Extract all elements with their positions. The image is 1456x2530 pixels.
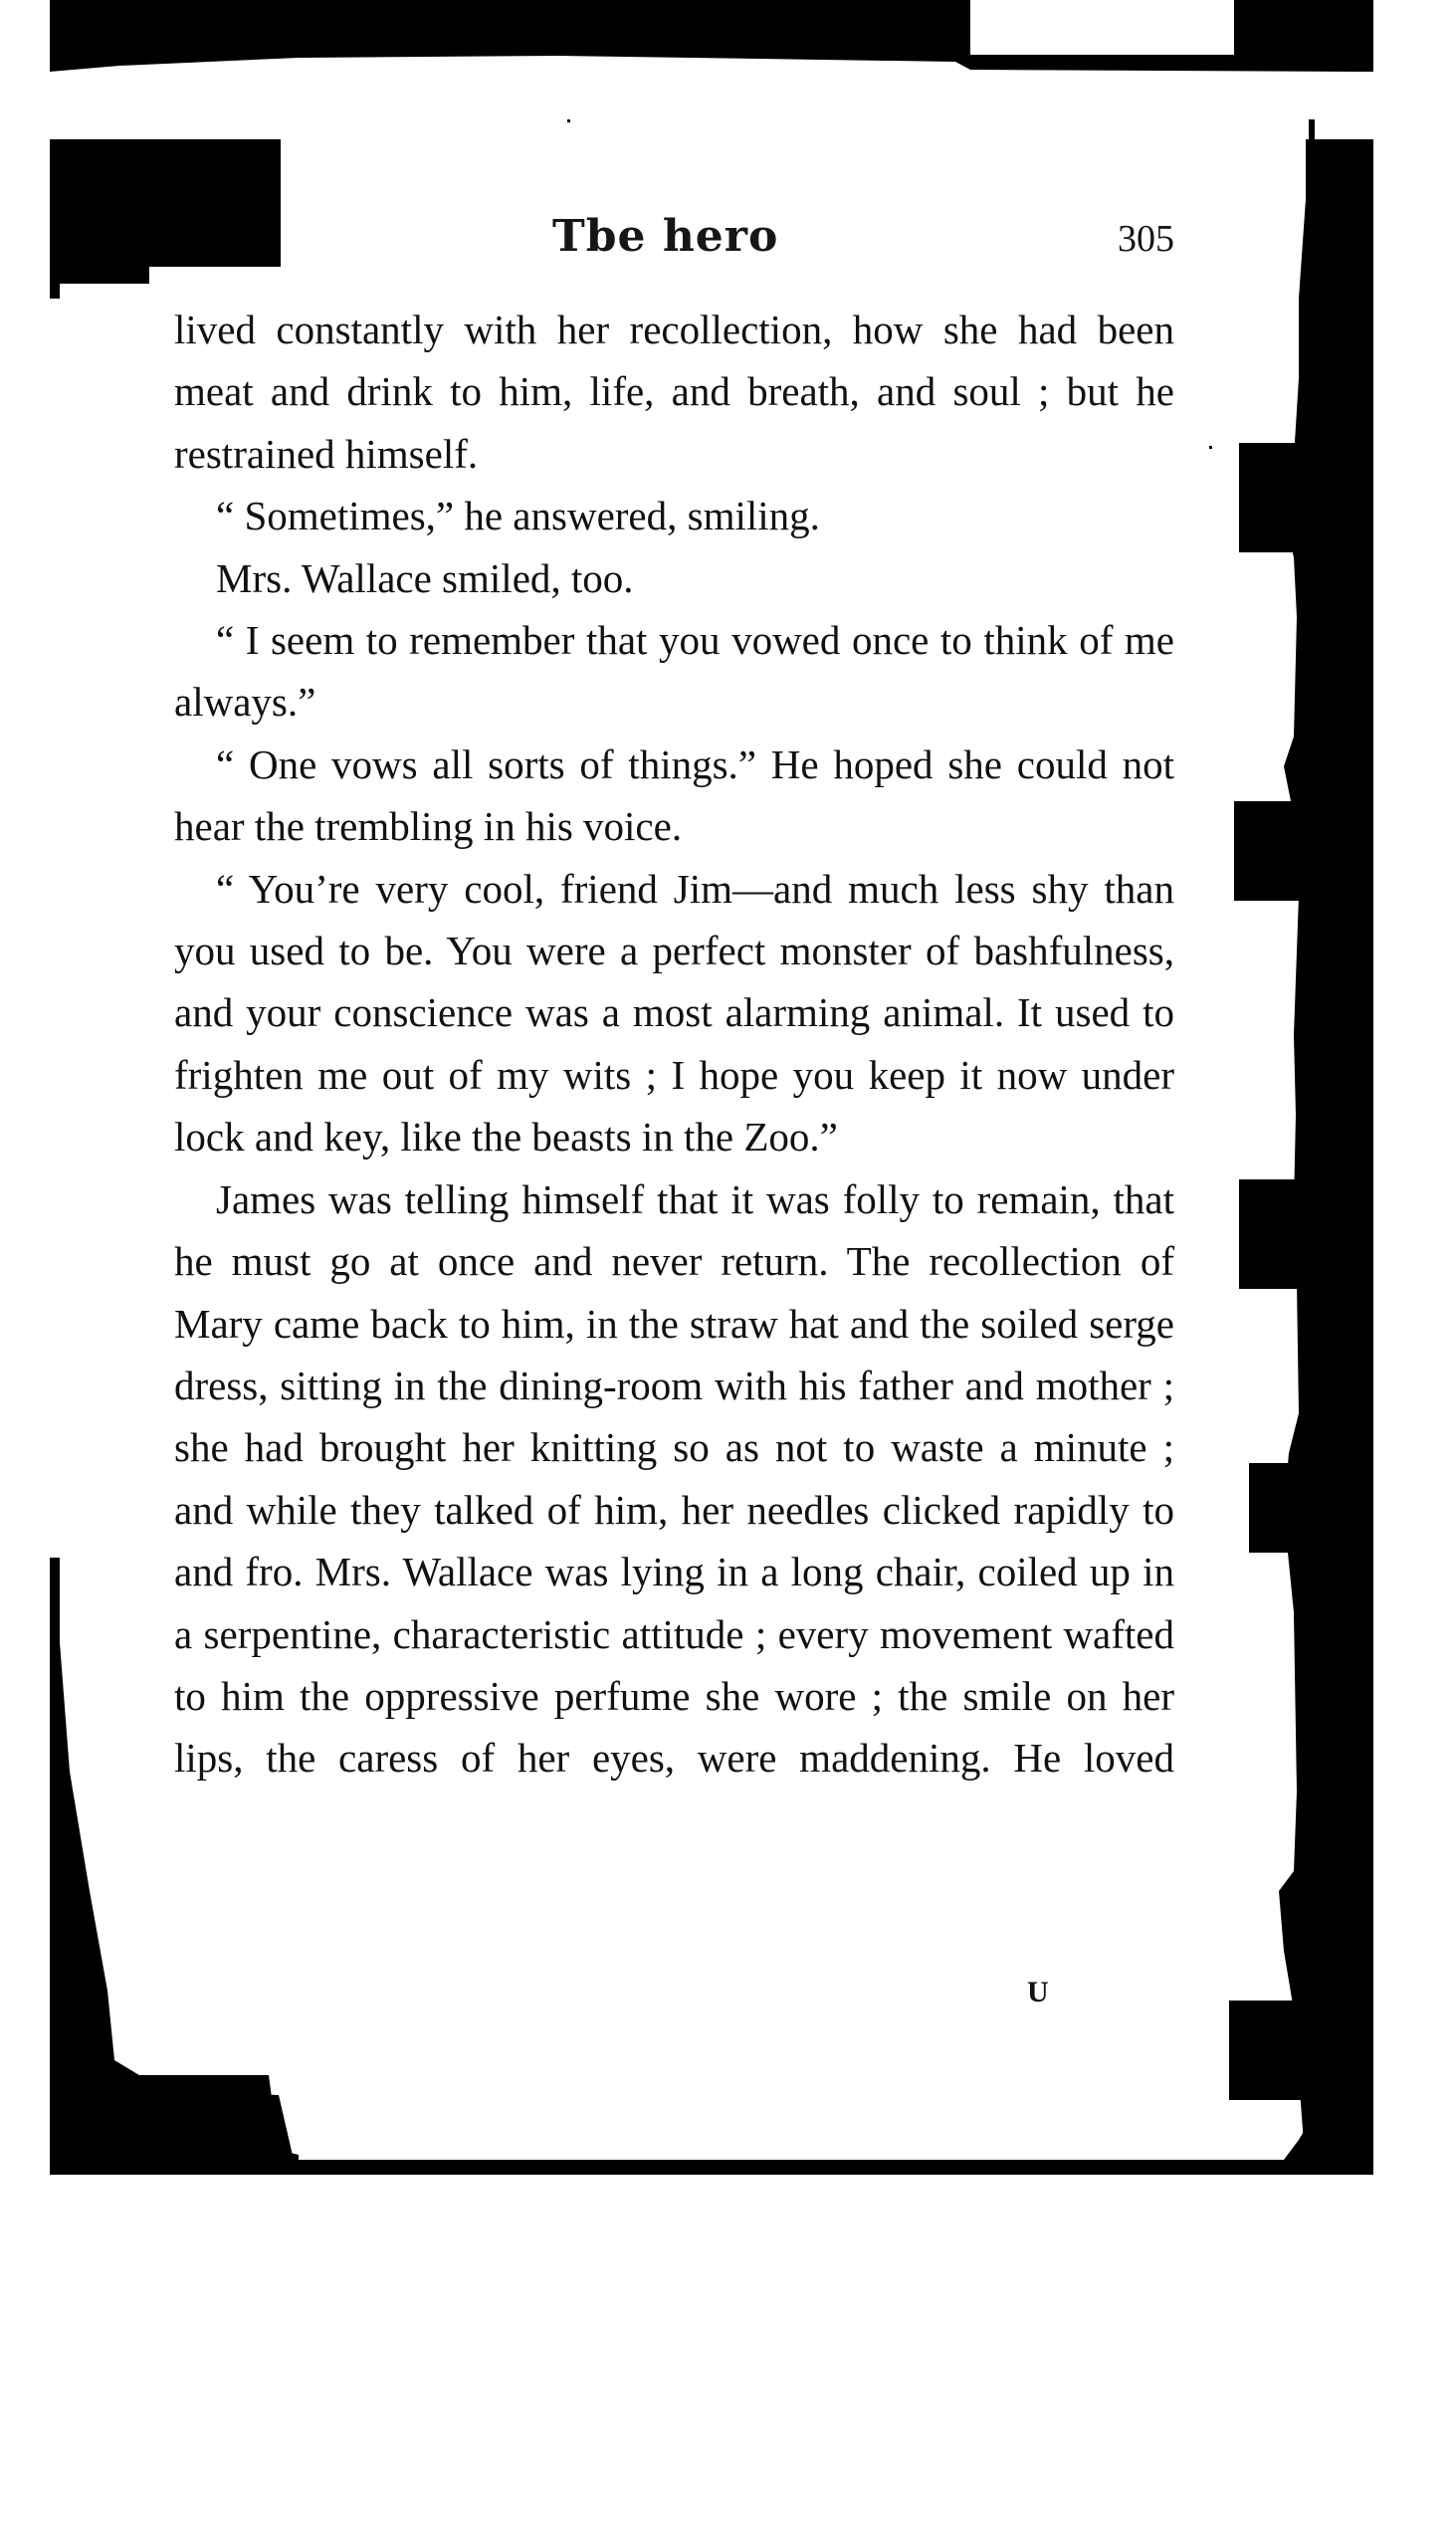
page-number: 305 (1118, 218, 1174, 260)
top-right-block (1234, 0, 1373, 60)
signature-mark: U (1027, 1976, 1049, 2008)
scan-speck (1209, 446, 1212, 449)
paragraph: James was telling himself that it was folly to remain, that he must go at once and never return. The recollection of Mary came back to him, in the straw hat and the soiled serge dress, sitting in the dining-room with his father and mother ; she had brought her knitting so as not to waste a minute ; and while they talked of him, her needles clicked rapidly to and fro. Mrs. Wallace was lying in a long chair, coiled up in a serpentine, characteristic attitude ; every movement wafted to him the oppressive perfume she wore ; the smile on her lips, the caress of her eyes, were maddening. He loved (174, 1175, 1174, 1782)
scan-speck (567, 119, 570, 122)
right-block-1 (1239, 443, 1309, 552)
right-block-2 (1234, 801, 1309, 901)
bottom-scan-band (50, 2080, 1373, 2175)
right-block-3 (1239, 1179, 1309, 1289)
paragraph: “ One vows all sorts of things.” He hoped she could not hear the trembling in his voice. (174, 740, 1174, 850)
paragraph: “ Sometimes,” he answered, smiling. (216, 493, 820, 539)
scan-speck (1309, 119, 1315, 139)
paragraph: “ I seem to remember that you vowed once to think of me always.” (174, 617, 1174, 726)
right-block-4 (1249, 1463, 1309, 1553)
running-title: Tbe hero (552, 211, 779, 262)
page-header (174, 211, 1174, 281)
paragraph: lived constantly with her recollection, how she had been meat and drink to him, life, and breath, and soul ; but he restrained himself. (174, 307, 1174, 477)
right-block-5 (1229, 2001, 1309, 2100)
top-scan-band (50, 0, 1373, 72)
body-text (174, 299, 1174, 1790)
paragraph: “ You’re very cool, friend Jim—and much less shy than you used to be. You were a perfect monster of bashfulness, and your conscience was a most alarming animal. It used to frighten me out of my wits ; I hope you keep it now under lock and key, like the beasts in the Zoo.” (174, 865, 1174, 1160)
paragraph: Mrs. Wallace smiled, too. (216, 554, 634, 601)
